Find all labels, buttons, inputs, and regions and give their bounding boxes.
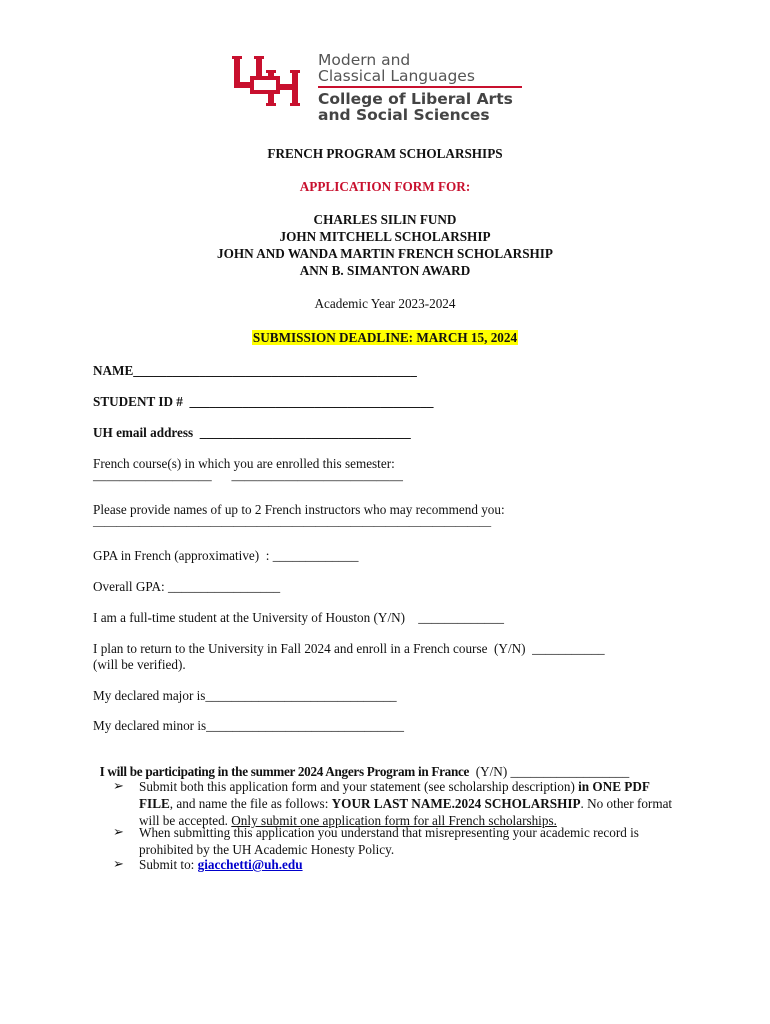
- return-fall-field[interactable]: I plan to return to the University in Fall 2024 and enroll in a French course (Y/N) ___________: [93, 641, 605, 656]
- submit-email-link[interactable]: giacchetti@uh.edu: [197, 857, 303, 872]
- submit-to-label: Submit to:: [139, 857, 198, 872]
- angers-program-field[interactable]: [93, 748, 629, 780]
- major-field[interactable]: My declared major is_____________________________: [93, 688, 397, 703]
- minor-field[interactable]: My declared minor is______________________________: [93, 718, 404, 733]
- dept-name-line1: Modern and: [318, 51, 411, 69]
- instruction-text-part: . No other format will be accepted.: [139, 796, 673, 828]
- instruction-text-part: , and name the file as follows:: [169, 796, 332, 811]
- gpa-french-field[interactable]: GPA in French (approximative) : _____________: [93, 548, 359, 563]
- academic-year: Academic Year 2023-2024: [314, 296, 456, 311]
- program-title: FRENCH PROGRAM SCHOLARSHIPS: [267, 146, 503, 161]
- instruction-text-bold: in ONE PDF FILE: [139, 779, 650, 811]
- return-fall-note: (will be verified).: [93, 657, 186, 672]
- courses-field[interactable]: ————————— —————————————: [93, 472, 403, 487]
- instruction-text-part: Submit both this application form and your statement (see scholarship description): [139, 779, 579, 794]
- instruction-item: [113, 856, 683, 874]
- angers-program-answer[interactable]: (Y/N) __________________: [469, 764, 630, 779]
- instruction-text: [139, 778, 684, 829]
- arrow-bullet-icon: ➢: [113, 856, 125, 871]
- instruction-text: [139, 856, 684, 873]
- college-name-line1: College of Liberal Arts: [318, 90, 513, 108]
- student-id-field[interactable]: STUDENT ID # _____________________________________: [93, 394, 434, 409]
- angers-program-label: I will be participating in the summer 2024 Angers Program in France: [99, 764, 470, 779]
- award-name: ANN B. SIMANTON AWARD: [299, 263, 471, 278]
- uh-logo-mark-icon: [230, 54, 302, 108]
- instruction-text-bold: YOUR LAST NAME.2024 SCHOLARSHIP: [331, 796, 581, 811]
- submission-deadline: SUBMISSION DEADLINE: MARCH 15, 2024: [252, 330, 518, 345]
- gpa-overall-field[interactable]: Overall GPA: _________________: [93, 579, 281, 594]
- award-name: CHARLES SILIN FUND: [313, 212, 457, 227]
- award-name: JOHN AND WANDA MARTIN FRENCH SCHOLARSHIP: [217, 246, 553, 261]
- form-for-heading: APPLICATION FORM FOR:: [299, 179, 471, 194]
- arrow-bullet-icon: ➢: [113, 824, 125, 839]
- instruction-text: When submitting this application you understand that misrepresenting your academic record is prohibited by the UH Academic Honesty Policy.: [139, 825, 639, 857]
- deadline-wrapper: [0, 330, 770, 346]
- arrow-bullet-icon: ➢: [113, 778, 125, 793]
- instructors-field[interactable]: ——————————————————————————————————: [93, 518, 491, 532]
- courses-label: French course(s) in which you are enrolled this semester:: [93, 456, 395, 471]
- email-field[interactable]: UH email address ________________________________: [93, 425, 411, 440]
- instruction-item: [113, 824, 683, 858]
- fulltime-student-field[interactable]: I am a full-time student at the University of Houston (Y/N) _____________: [93, 610, 504, 625]
- department-logo: [230, 50, 530, 124]
- name-field[interactable]: NAME___________________________________________: [93, 363, 417, 378]
- college-name-line2: and Social Sciences: [318, 106, 490, 124]
- instructors-label: Please provide names of up to 2 French instructors who may recommend you:: [93, 502, 505, 517]
- dept-name-line2: Classical Languages: [318, 67, 475, 85]
- award-name: JOHN MITCHELL SCHOLARSHIP: [279, 229, 491, 244]
- instruction-text-underlined: Only submit one application form for all French scholarships.: [231, 813, 557, 828]
- instruction-item: [113, 778, 683, 830]
- logo-divider: [318, 86, 522, 88]
